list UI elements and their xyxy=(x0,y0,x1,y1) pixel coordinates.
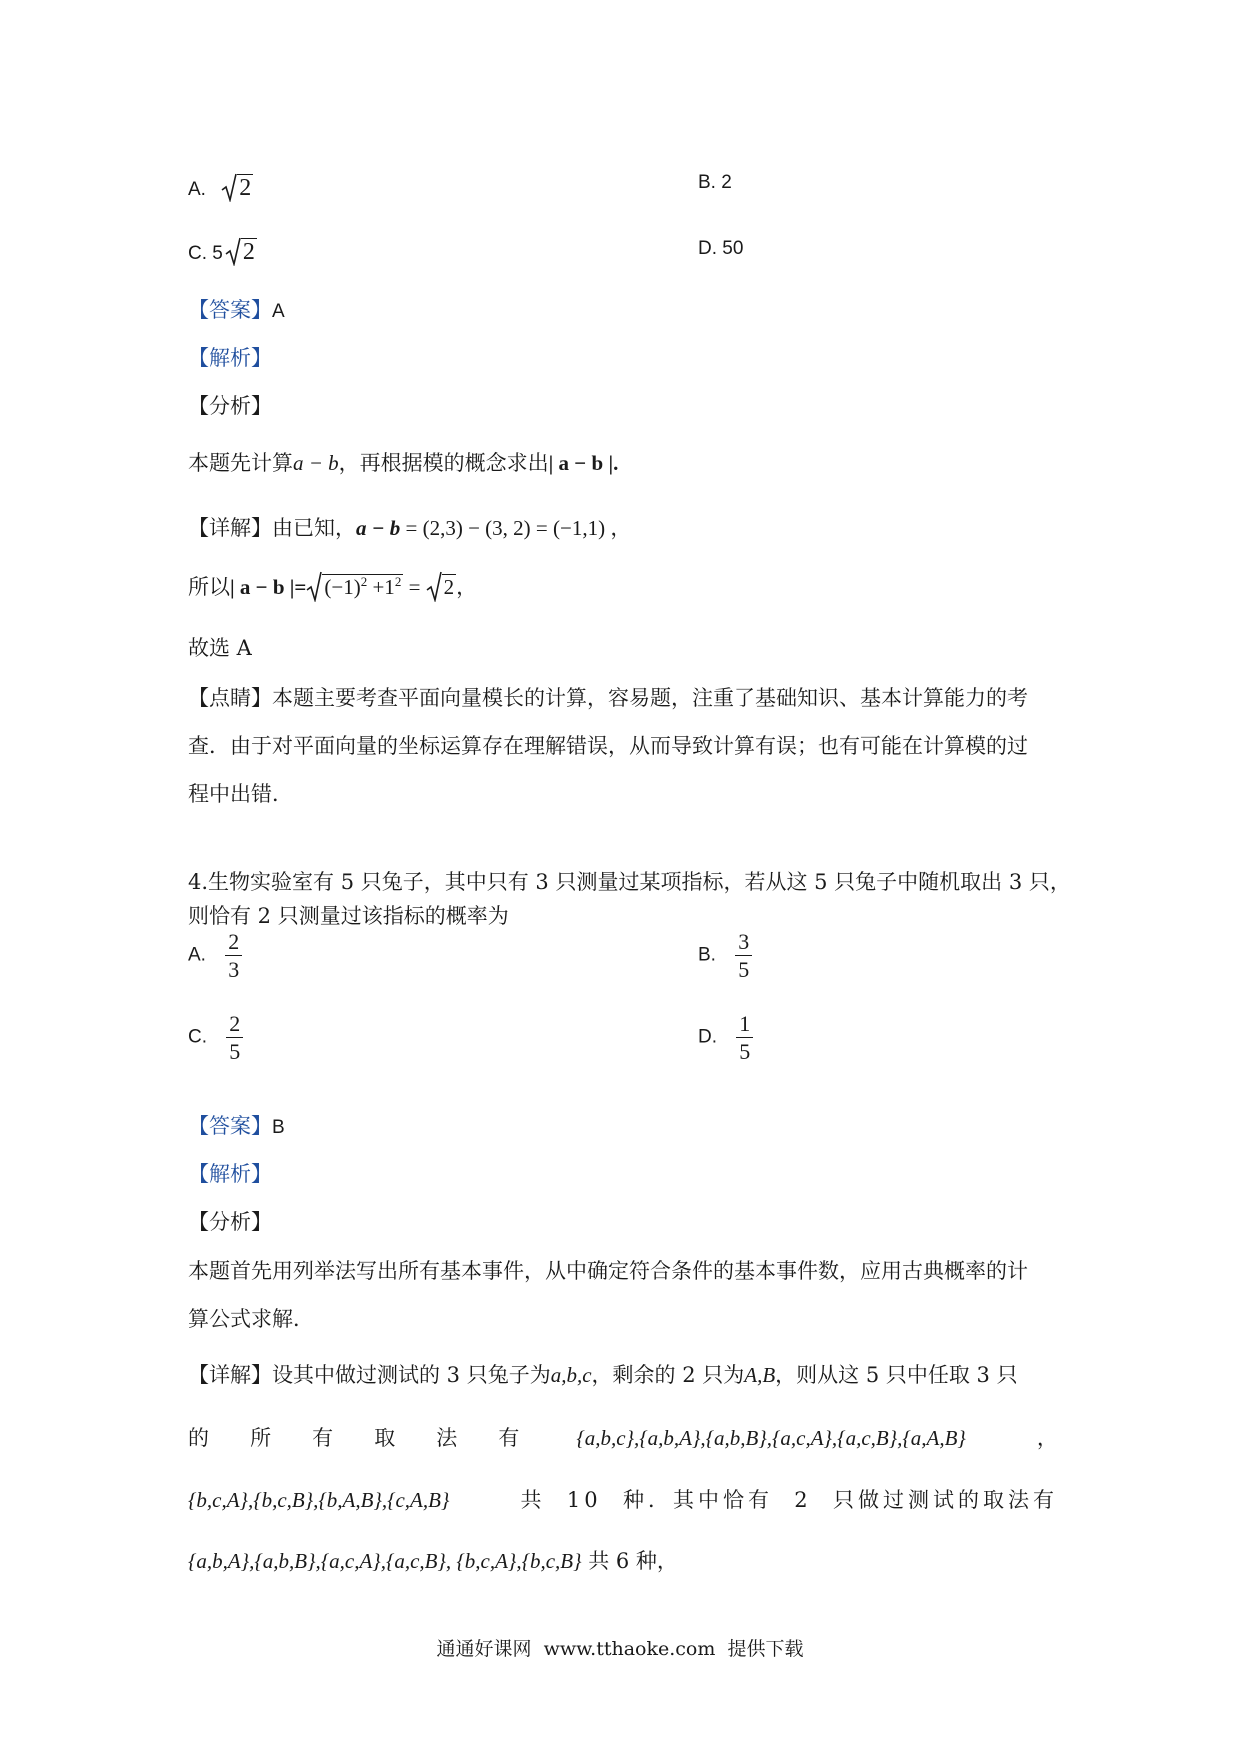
q4-analysis-tag: 【分析】 xyxy=(188,1210,272,1234)
math-variables: a,b,c xyxy=(550,1363,592,1387)
q4-option-c: C. $\frac{2}{5}$ xyxy=(188,1012,243,1063)
q3-so-line: 所以| a − b |= $(-1)^2 +1^2 = 2$， xyxy=(188,570,477,607)
set-list: {a,b,A},{a,b,B},{a,c,A},{a,c,B}, {b,c,A},{b,c,B} xyxy=(188,1549,582,1573)
option-label: D. 50 xyxy=(698,238,744,259)
q4-stem-line1: 4.生物实验室有 5 只兔子，其中只有 3 只测量过某项指标，若从这 5 只兔子中随机取出 3 只， xyxy=(188,870,1071,894)
q4-option-d: D. $\frac{1}{5}$ xyxy=(698,1012,753,1063)
answer-value: A xyxy=(272,301,285,322)
math-abs-expression: | a − b |. xyxy=(548,451,619,475)
q3-analysis-tag: 【分析】 xyxy=(188,394,272,418)
q3-answer xyxy=(188,294,285,324)
q4-detail-line3: {b,c,A},{b,c,B},{b,A,B},{c,A,B} 共 10 种．其中恰有 2 只做过测试的取法有 xyxy=(188,1488,1058,1512)
fraction: $\frac{2}{5}$ xyxy=(226,1012,243,1063)
vector-equation: = (2,3) − (3, 2) = (−1,1) ， xyxy=(400,516,632,540)
sqrt-radicand: 2 xyxy=(242,239,255,266)
math-abs-expression: | a − b |= xyxy=(230,575,307,599)
vector-expression: a − b xyxy=(356,516,401,540)
q3-option-a xyxy=(188,172,253,208)
sqrt-symbol xyxy=(306,570,322,607)
option-label: C. 5 xyxy=(188,243,223,265)
q4-option-b: B. $\frac{3}{5}$ xyxy=(698,930,752,981)
sqrt-radicand: 2 xyxy=(239,175,252,202)
q3-point: 【点睛】本题主要考查平面向量模长的计算，容易题，注重了基础知识、基本计算能力的考 查．由于对平面向量的坐标运算存在理解错误，从而导致计算有误；也有可能在计算模的过 程中出错． xyxy=(188,686,1028,806)
q4-explain-tag: 【解析】 xyxy=(188,1162,272,1186)
option-label: B. 2 xyxy=(698,172,732,193)
q3-analysis-text: 本题先计算a − b，再根据模的概念求出| a − b |. xyxy=(188,451,619,475)
sqrt-symbol xyxy=(225,236,241,272)
q4-analysis-line2: 算公式求解． xyxy=(188,1307,314,1331)
set-list: {a,b,c},{a,b,A},{a,b,B},{a,c,A},{a,c,B},{a,A,B} xyxy=(576,1426,966,1450)
q3-explain-tag: 【解析】 xyxy=(188,346,272,370)
math-expression: a − b xyxy=(293,451,339,475)
detail-tag: 【详解】 xyxy=(188,1363,272,1387)
q3-option-b xyxy=(698,172,732,194)
q3-option-d xyxy=(698,238,743,260)
q4-detail-line2: 的 所 有 取 法 有 {a,b,c},{a,b,A},{a,b,B},{a,c,A},{a,c,B},{a,A,B} ， xyxy=(188,1426,1058,1450)
fraction: $\frac{3}{5}$ xyxy=(735,930,752,981)
sqrt-radicand: 2 xyxy=(443,575,455,599)
q4-analysis-line1: 本题首先用列举法写出所有基本事件，从中确定符合条件的基本事件数，应用古典概率的计 xyxy=(188,1259,1028,1283)
point-tag: 【点睛】 xyxy=(188,686,272,710)
fraction: $\frac{2}{3}$ xyxy=(225,930,242,981)
sqrt-symbol xyxy=(426,570,442,607)
math-variables: A,B xyxy=(744,1363,776,1387)
q3-choose: 故选 A xyxy=(188,636,252,660)
sqrt-radicand: $(-1)^2 +1^2$ xyxy=(324,574,402,599)
q3-option-c xyxy=(188,236,257,272)
answer-tag: 【答案】 xyxy=(188,1114,272,1138)
answer-value: B xyxy=(272,1117,285,1138)
q3-detail: 【详解】由已知，a − b = (2,3) − (3, 2) = (−1,1) ， xyxy=(188,516,632,540)
q4-detail-line4: {a,b,A},{a,b,B},{a,c,A},{a,c,B}, {b,c,A},{b,c,B} 共 6 种， xyxy=(188,1549,678,1573)
q4-option-a: A. $\frac{2}{3}$ xyxy=(188,930,242,981)
fraction: $\frac{1}{5}$ xyxy=(736,1012,753,1063)
option-label: A. xyxy=(188,179,206,201)
q4-stem-line2: 则恰有 2 只测量过该指标的概率为 xyxy=(188,904,509,928)
q4-detail-line1: 【详解】设其中做过测试的 3 只兔子为a,b,c，剩余的 2 只为A,B，则从这 5 只中任取 3 只 xyxy=(188,1363,1018,1387)
sqrt-symbol xyxy=(221,172,237,208)
set-list: {b,c,A},{b,c,B},{b,A,B},{c,A,B} xyxy=(188,1488,450,1512)
footer-credit: 通通好课网 www.tthaoke.com 提供下载 xyxy=(436,1638,804,1660)
answer-tag: 【答案】 xyxy=(188,298,272,322)
detail-tag: 【详解】 xyxy=(188,516,272,540)
q4-answer xyxy=(188,1110,285,1140)
